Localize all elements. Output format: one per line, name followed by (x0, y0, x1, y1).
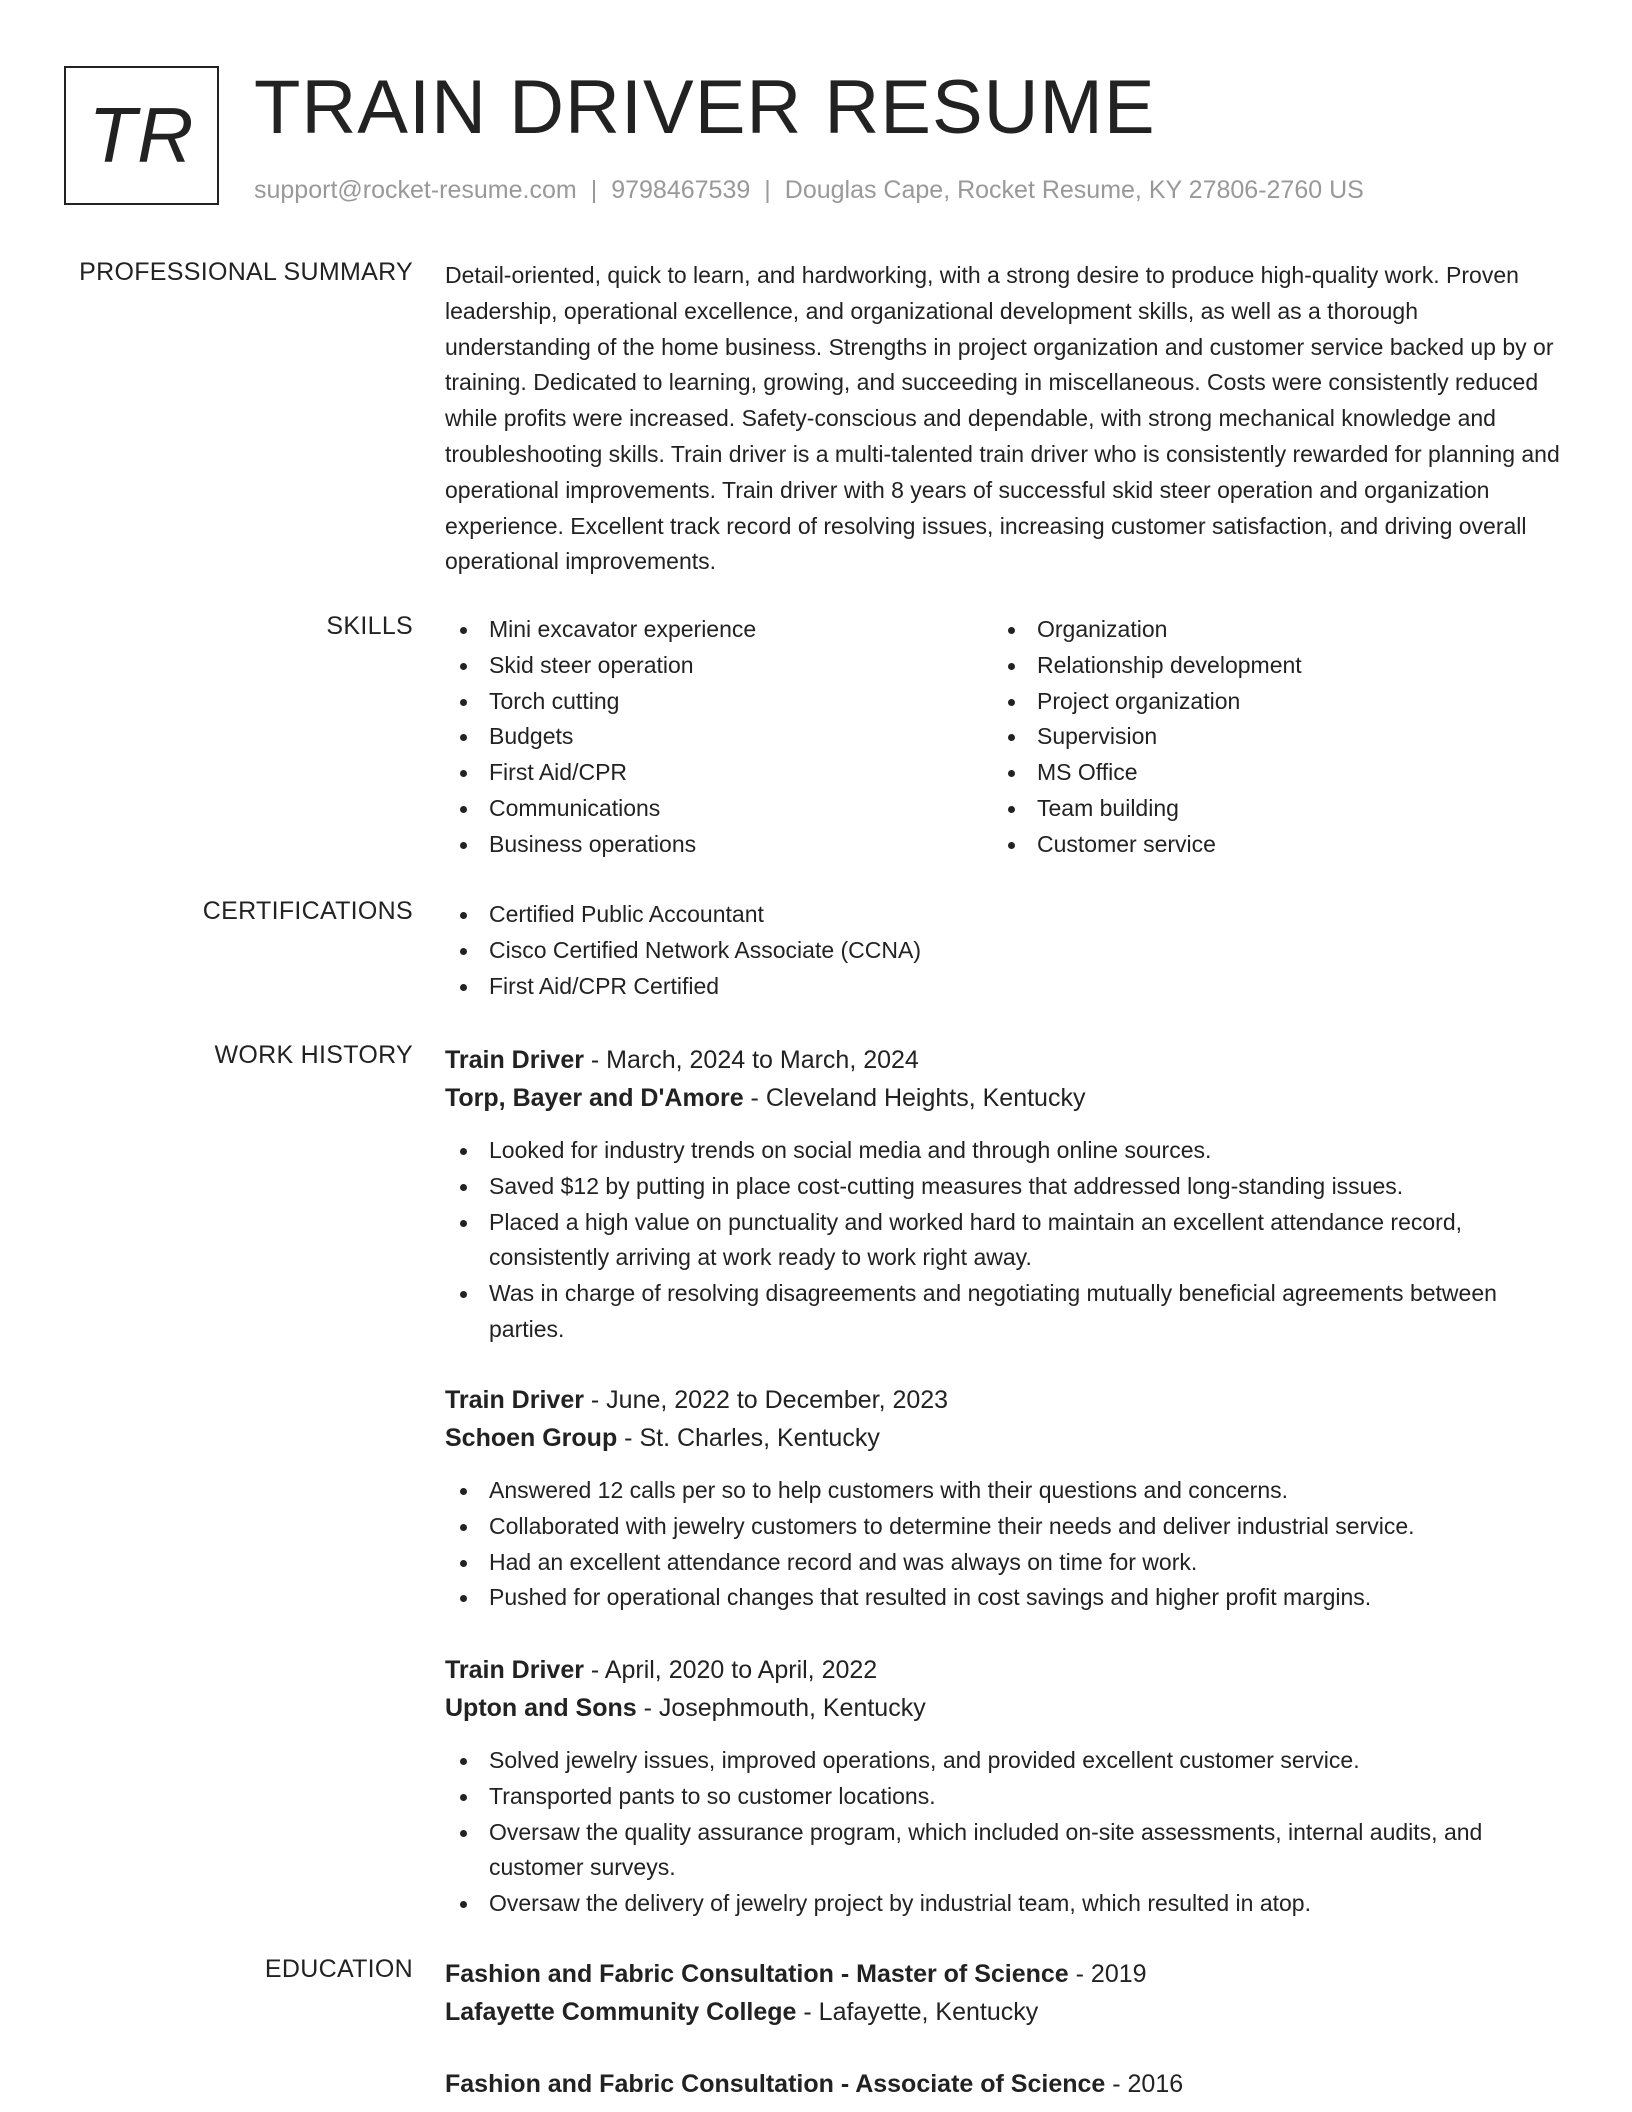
certifications-list (445, 897, 1565, 1004)
job-title: Train Driver (445, 1386, 584, 1414)
job-company-line (445, 1079, 1565, 1117)
education-school-line (445, 1993, 1565, 2031)
skills-list-left (445, 612, 985, 863)
section-label-education: EDUCATION (264, 1955, 413, 1983)
job-bullet: Collaborated with jewelry customers to determine their needs and deliver industrial service. (445, 1509, 1565, 1545)
job-company: Upton and Sons (445, 1694, 637, 1722)
skill-item: Torch cutting (445, 684, 985, 720)
certification-item: First Aid/CPR Certified (445, 969, 1565, 1005)
job-bullet: Pushed for operational changes that resulted in cost savings and higher profit margins. (445, 1580, 1565, 1616)
monogram-badge: TR (64, 66, 219, 205)
job-location: - Josephmouth, Kentucky (636, 1694, 926, 1722)
job-title-line (445, 1651, 1565, 1689)
education-year: - 2016 (1105, 2070, 1184, 2098)
job-bullets (445, 1473, 1565, 1616)
education-school: Lafayette Community College (445, 1998, 797, 2026)
job-bullet: Transported pants to so customer locations. (445, 1779, 1565, 1815)
skill-item: First Aid/CPR (445, 755, 985, 791)
skills-list-right (993, 612, 1533, 863)
job-bullet: Answered 12 calls per so to help customers with their questions and concerns. (445, 1473, 1565, 1509)
skill-item: Relationship development (993, 648, 1533, 684)
skill-item: Budgets (445, 719, 985, 755)
job-bullet: Oversaw the quality assurance program, which included on-site assessments, internal audits, and customer surveys. (445, 1815, 1565, 1887)
education-location: - Lafayette, Kentucky (796, 1998, 1039, 2026)
skill-item: Business operations (445, 827, 985, 863)
summary-text: Detail-oriented, quick to learn, and hardworking, with a strong desire to produce high-quality work. Proven leadership, operational excellence, and organizational development skills, as well as a thorough understanding of the home business. Strengths in project organization and customer service backed up by or training. Dedicated to learning, growing, and succeeding in miscellaneous. Costs were consistently reduced while profits were increased. Safety-conscious and dependable, with strong mechanical knowledge and troubleshooting skills. Train driver is a multi-talented train driver who is consistently rewarded for planning and operational improvements. Train driver with 8 years of successful skid steer operation and organization experience. Excellent track record of resolving issues, increasing customer satisfaction, and driving overall operational improvements. (445, 262, 1560, 575)
education-entry (445, 2065, 1565, 2103)
job-bullet: Placed a high value on punctuality and worked hard to maintain an excellent attendance record, consistently arriving at work ready to work right away. (445, 1205, 1565, 1277)
skill-item: Customer service (993, 827, 1533, 863)
job-bullets (445, 1743, 1565, 1922)
job-company-line (445, 1419, 1565, 1457)
certification-item: Certified Public Accountant (445, 897, 1565, 933)
job-bullet: Looked for industry trends on social media and through online sources. (445, 1133, 1565, 1169)
summary-body (445, 258, 1565, 580)
job-bullet: Saved $12 by putting in place cost-cutting measures that addressed long-standing issues. (445, 1169, 1565, 1205)
section-label-skills: SKILLS (326, 612, 413, 640)
job-title: Train Driver (445, 1046, 584, 1074)
job-location: - St. Charles, Kentucky (617, 1424, 880, 1452)
skill-item: Organization (993, 612, 1533, 648)
job-company-line (445, 1689, 1565, 1727)
skill-item: Team building (993, 791, 1533, 827)
job-dates: - June, 2022 to December, 2023 (583, 1386, 949, 1414)
skill-item: Mini excavator experience (445, 612, 985, 648)
job-company: Schoen Group (445, 1424, 618, 1452)
contact-line (254, 176, 1364, 205)
skill-item: Skid steer operation (445, 648, 985, 684)
skill-item: MS Office (993, 755, 1533, 791)
contact-address: Douglas Cape, Rocket Resume, KY 27806-2760 US (784, 176, 1364, 204)
job-entry (445, 1041, 1565, 1348)
education-degree-line (445, 1955, 1565, 1993)
job-dates: - March, 2024 to March, 2024 (583, 1046, 919, 1074)
job-location: - Cleveland Heights, Kentucky (743, 1084, 1086, 1112)
skill-item: Supervision (993, 719, 1533, 755)
job-entry (445, 1651, 1565, 1922)
job-entry (445, 1381, 1565, 1616)
job-company: Torp, Bayer and D'Amore (445, 1084, 744, 1112)
job-title-line (445, 1041, 1565, 1079)
job-bullet: Was in charge of resolving disagreements and negotiating mutually beneficial agreements between parties. (445, 1276, 1565, 1348)
education-degree: Fashion and Fabric Consultation - Associate of Science (445, 2070, 1106, 2098)
job-title-line (445, 1381, 1565, 1419)
section-label-certifications: CERTIFICATIONS (202, 897, 413, 925)
contact-phone[interactable]: 9798467539 (611, 176, 751, 204)
section-label-work-history: WORK HISTORY (214, 1041, 413, 1069)
job-bullet: Solved jewelry issues, improved operations, and provided excellent customer service. (445, 1743, 1565, 1779)
resume-title: TRAIN DRIVER RESUME (254, 65, 1156, 150)
resume-header (64, 66, 1564, 210)
job-title: Train Driver (445, 1656, 584, 1684)
job-bullets (445, 1133, 1565, 1348)
contact-email[interactable]: support@rocket-resume.com (254, 176, 577, 204)
job-bullet: Had an excellent attendance record and was always on time for work. (445, 1545, 1565, 1581)
certifications-body (445, 897, 1565, 1004)
skill-item: Project organization (993, 684, 1533, 720)
section-label-summary: PROFESSIONAL SUMMARY (79, 258, 413, 286)
contact-separator: | (590, 176, 598, 204)
education-year: - 2019 (1068, 1960, 1147, 1988)
job-bullet: Oversaw the delivery of jewelry project by industrial team, which resulted in atop. (445, 1886, 1565, 1922)
education-degree-line (445, 2065, 1565, 2103)
education-entry (445, 1955, 1565, 2031)
job-dates: - April, 2020 to April, 2022 (583, 1656, 878, 1684)
skill-item: Communications (445, 791, 985, 827)
certification-item: Cisco Certified Network Associate (CCNA) (445, 933, 1565, 969)
education-degree: Fashion and Fabric Consultation - Master of Science (445, 1960, 1069, 1988)
contact-separator: | (764, 176, 771, 204)
